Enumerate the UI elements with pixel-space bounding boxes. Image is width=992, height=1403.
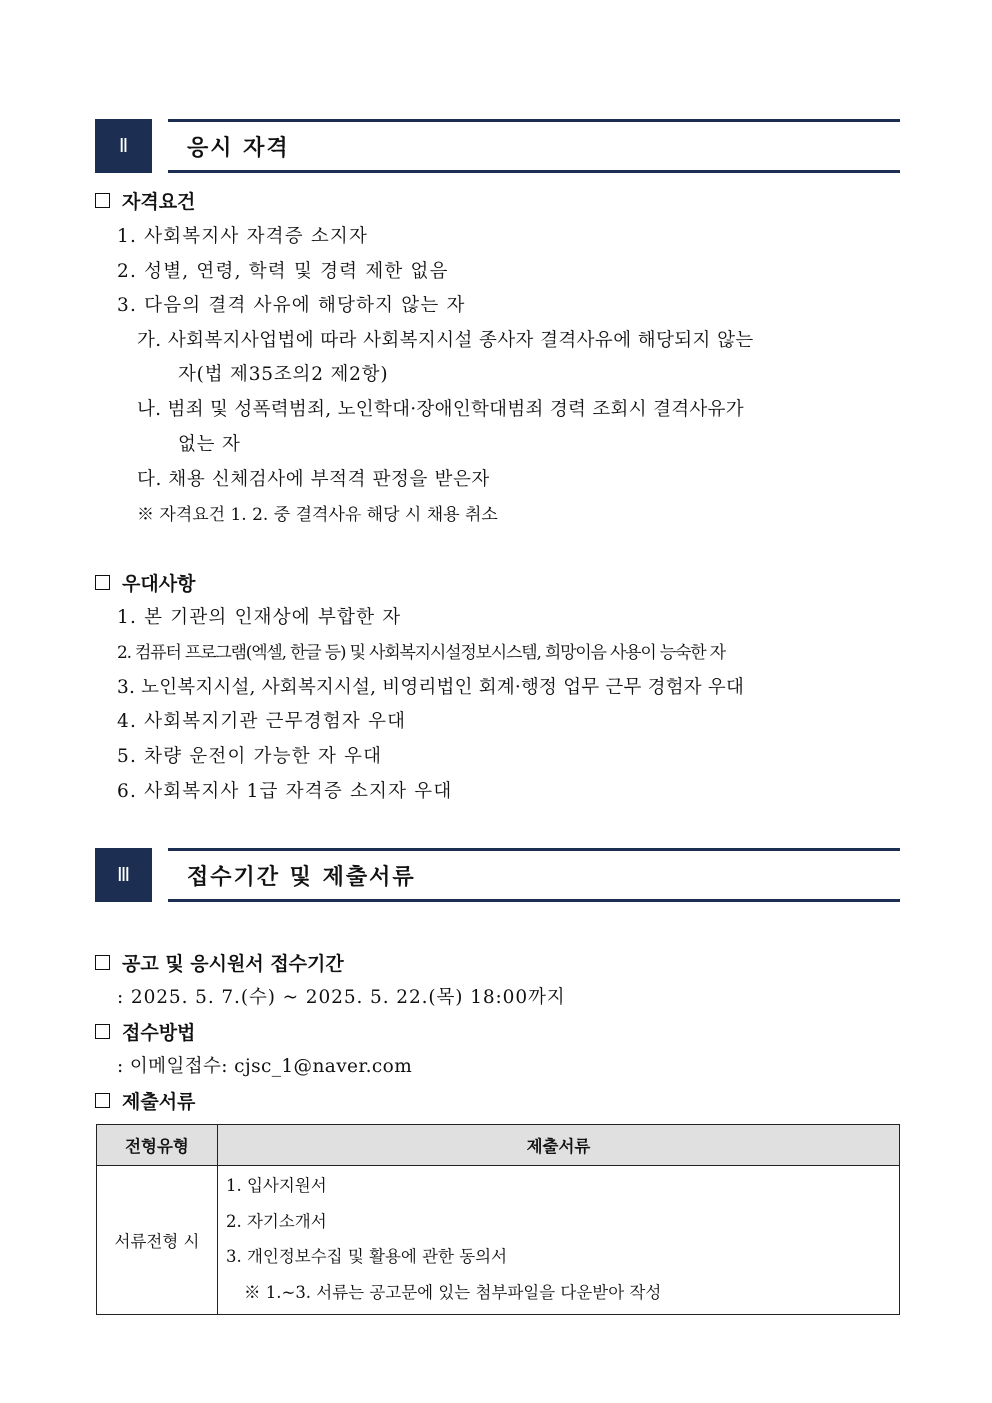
document-item: 2. 자기소개서: [226, 1211, 327, 1231]
qualification-subitem-na: 나. 범죄 및 성폭력범죄, 노인학대·장애인학대범죄 경력 조회시 결격사유가: [137, 399, 744, 420]
preferences-heading: [95, 569, 195, 596]
column-header-documents: 제출서류: [218, 1125, 900, 1166]
column-header-type: 전형유형: [97, 1125, 218, 1166]
section-2-number: Ⅱ: [95, 119, 152, 173]
section-3-bottom-rule: [168, 899, 900, 902]
method-heading-label: 접수방법: [122, 1022, 196, 1044]
preferences-heading-label: 우대사항: [122, 573, 196, 595]
period-text: : 2025. 5. 7.(수) ~ 2025. 5. 22.(목) 18:00까지: [117, 987, 566, 1008]
document-note: ※ 1.~3. 서류는 공고문에 있는 첨부파일을 다운받아 작성: [244, 1282, 662, 1302]
section-3-number: Ⅲ: [95, 848, 152, 902]
qualification-subitem-ga: 가. 사회복지사업법에 따라 사회복지시설 종사자 결격사유에 해당되지 않는: [137, 330, 754, 351]
section-2-title: 응시 자격: [187, 135, 290, 161]
screening-type-cell: 서류전형 시: [97, 1166, 218, 1315]
qualification-subitem-ga-cont: 자(법 제35조의2 제2항): [178, 364, 389, 385]
qualifications-heading-label: 자격요건: [122, 191, 196, 213]
qualifications-heading: [95, 187, 195, 214]
qualification-note: ※ 자격요건 1. 2. 중 결격사유 해당 시 채용 취소: [137, 505, 498, 525]
section-3-title: 접수기간 및 제출서류: [187, 864, 416, 890]
qualification-item: 3. 다음의 결격 사유에 해당하지 않는 자: [117, 295, 466, 316]
section-2-header: [95, 119, 900, 173]
preference-item: 4. 사회복지기관 근무경험자 우대: [117, 711, 407, 732]
documents-table-header-row: [97, 1125, 900, 1166]
preference-item: 5. 차량 운전이 가능한 자 우대: [117, 746, 383, 767]
checkbox-square-icon: [95, 193, 110, 208]
qualification-item: 2. 성별, 연령, 학력 및 경력 제한 없음: [117, 261, 449, 282]
preference-item: 3. 노인복지시설, 사회복지시설, 비영리법인 회계·행정 업무 근무 경험자 우대: [117, 677, 745, 698]
document-item: 3. 개인정보수집 및 활용에 관한 동의서: [226, 1247, 508, 1266]
section-2-bottom-rule: [168, 170, 900, 173]
checkbox-square-icon: [95, 575, 110, 590]
period-heading-label: 공고 및 응시원서 접수기간: [122, 953, 344, 975]
documents-heading: [95, 1087, 195, 1114]
period-heading: [95, 949, 344, 976]
method-text: : 이메일접수: cjsc_1@naver.com: [117, 1056, 413, 1077]
documents-list-cell: [218, 1166, 900, 1315]
preference-item: 2. 컴퓨터 프로그램(엑셀, 한글 등) 및 사회복지시설정보시스템, 희망이음 사용이 능숙한 자: [117, 643, 725, 663]
documents-heading-label: 제출서류: [122, 1091, 196, 1113]
checkbox-square-icon: [95, 955, 110, 970]
qualification-subitem-na-cont: 없는 자: [178, 434, 241, 455]
documents-table: [96, 1124, 900, 1315]
preference-item: 6. 사회복지사 1급 자격증 소지자 우대: [117, 781, 453, 802]
checkbox-square-icon: [95, 1024, 110, 1039]
document-item: 1. 입사지원서: [226, 1176, 327, 1195]
preference-item: 1. 본 기관의 인재상에 부합한 자: [117, 607, 402, 628]
qualification-item: 1. 사회복지사 자격증 소지자: [117, 226, 369, 247]
table-row: [97, 1166, 900, 1315]
qualification-subitem-da: 다. 채용 신체검사에 부적격 판정을 받은자: [137, 469, 490, 490]
section-3-header: [95, 848, 900, 902]
checkbox-square-icon: [95, 1093, 110, 1108]
method-heading: [95, 1018, 195, 1045]
